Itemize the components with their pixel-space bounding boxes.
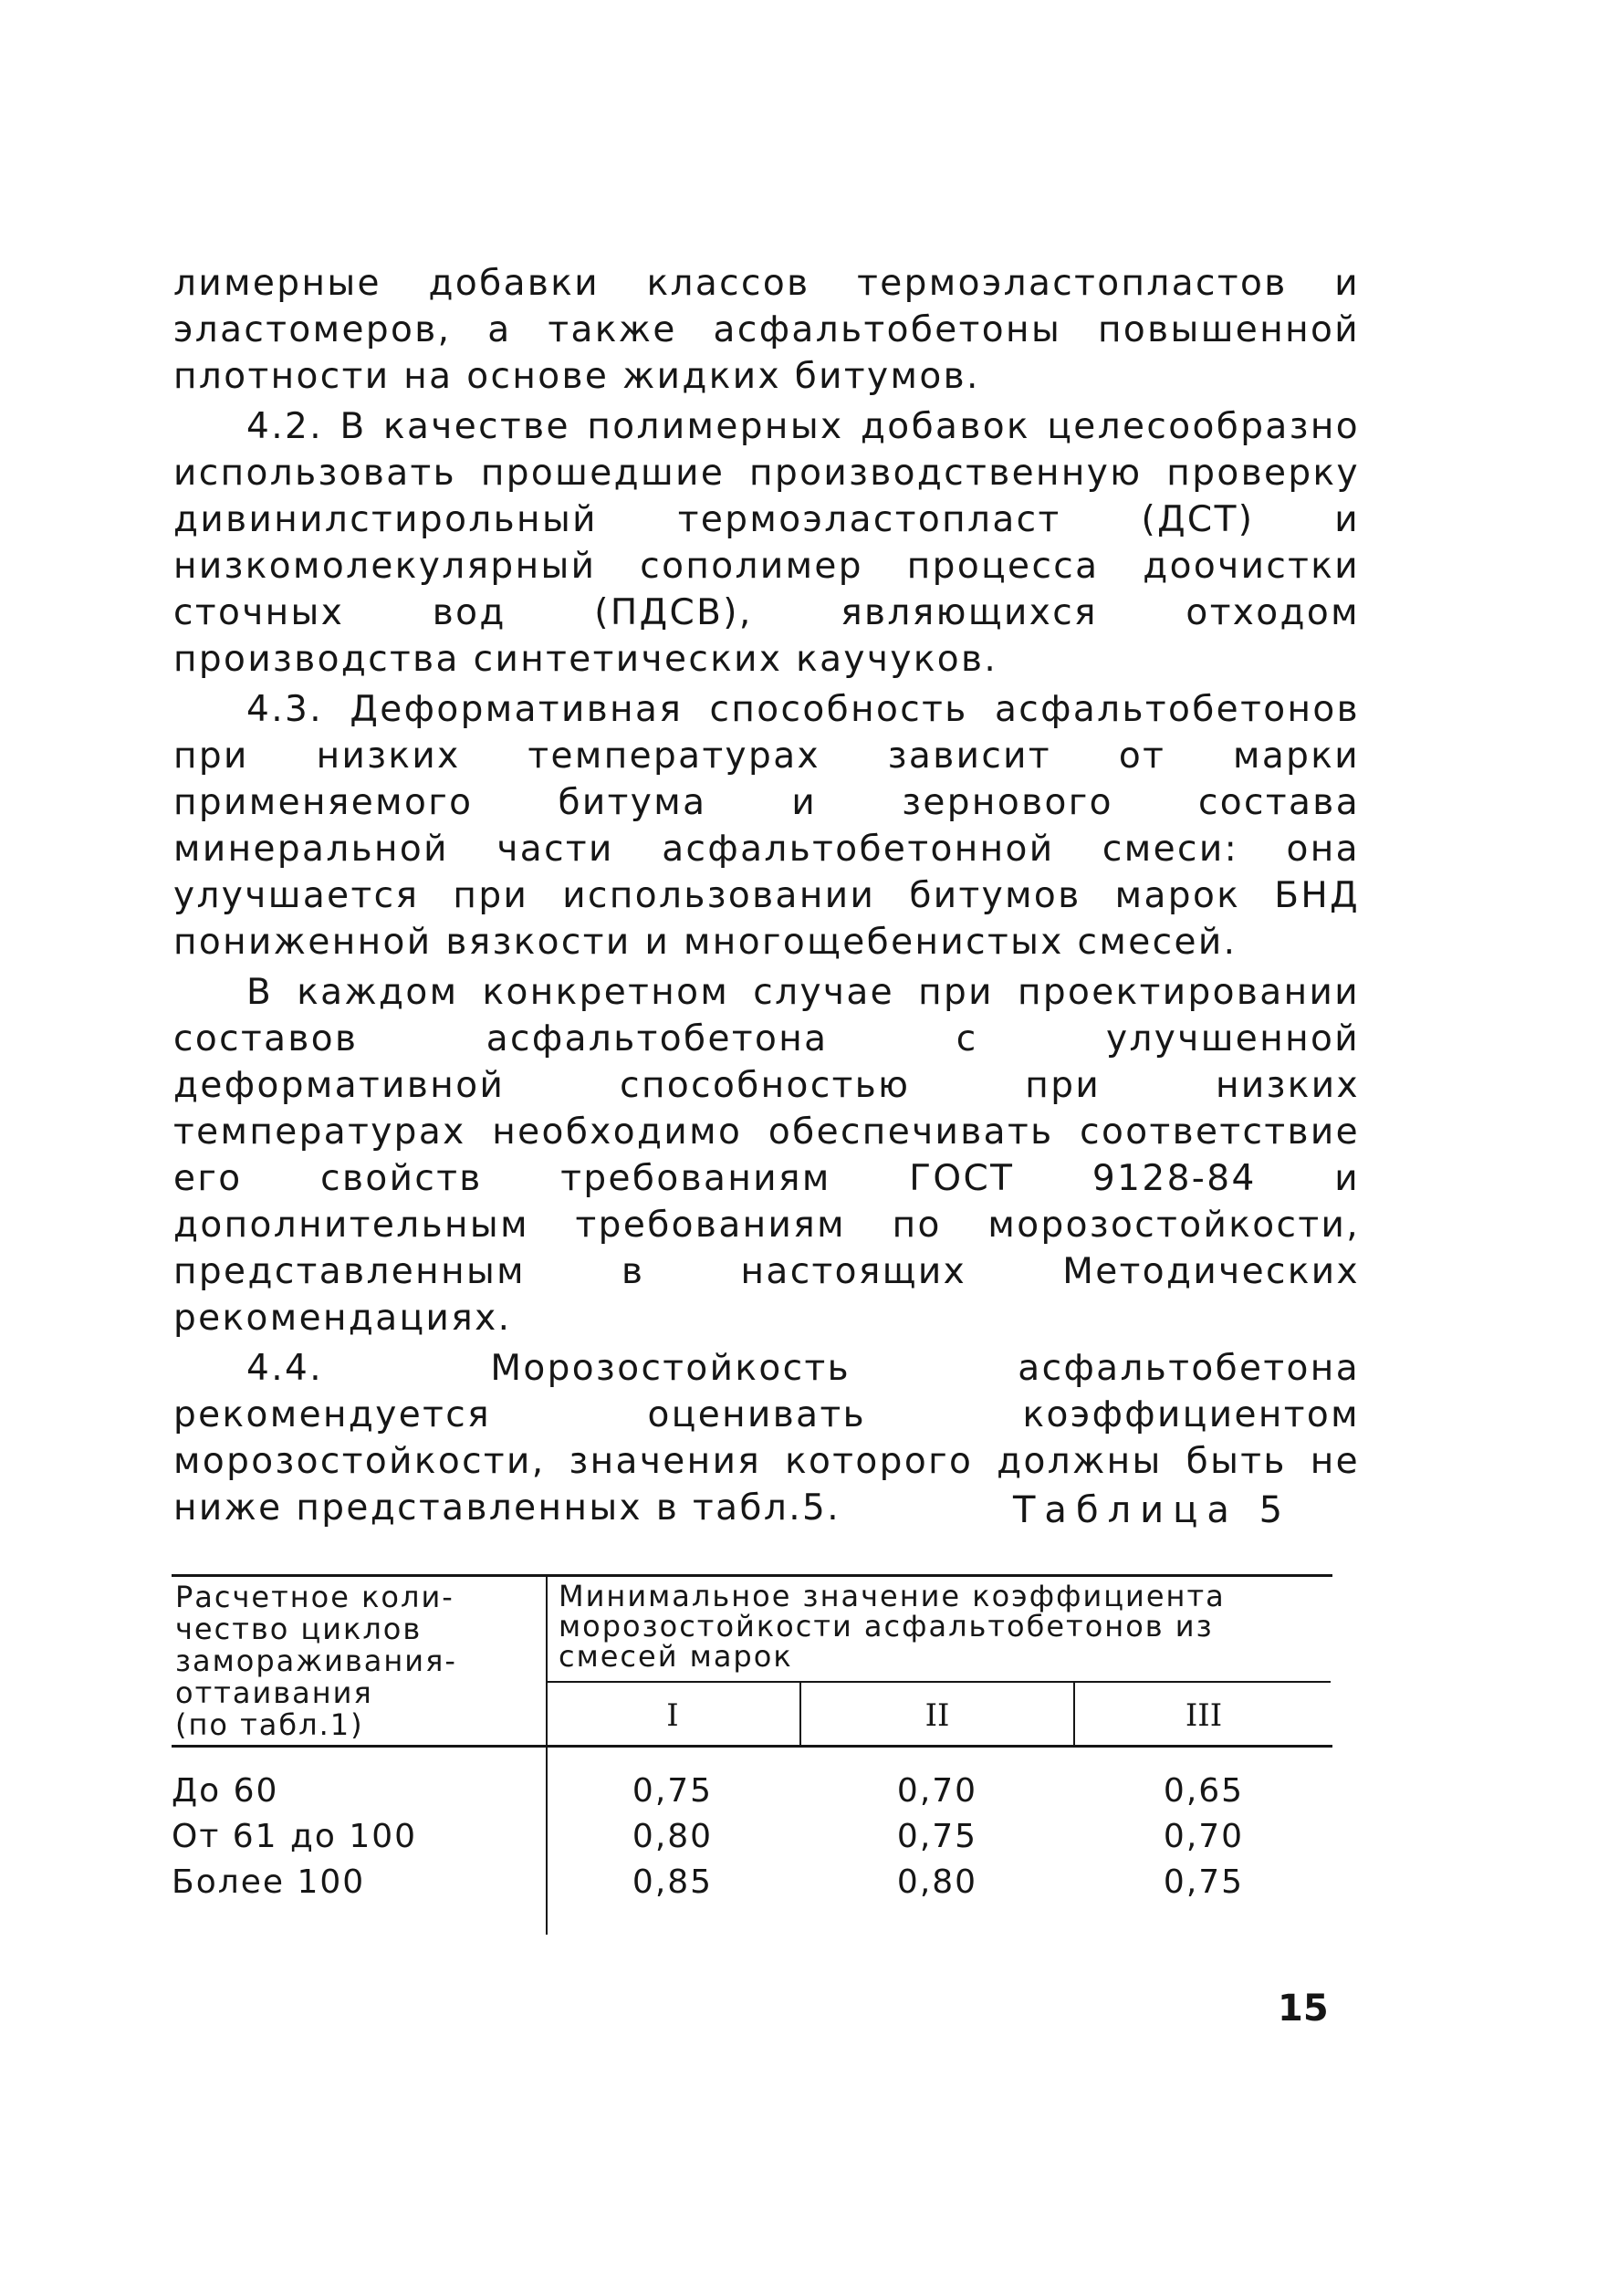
table-header-cycles-line: оттаивания: [175, 1675, 373, 1710]
row-label: От 61 до 100: [172, 1818, 418, 1855]
table-row: [172, 1814, 1332, 1860]
paragraph-4-4: 4.4. Морозостойкость асфальтобетона рекомендуется оценивать коэффициентом морозостойкости, значения которого должны быть не ниже представленных в табл.5.: [173, 1348, 1360, 1529]
table-header-cycles-line: (по табл.1): [175, 1707, 364, 1742]
table-row: [172, 1860, 1332, 1905]
table-cell: 0,80: [632, 1818, 714, 1855]
table-cell: 0,80: [896, 1863, 978, 1901]
table-header-cycles-line: замораживания-: [175, 1644, 457, 1678]
table-subheader-rule: [546, 1681, 1331, 1683]
table-caption: Таблица 5: [1013, 1489, 1292, 1531]
table-cell: 0,85: [632, 1863, 714, 1901]
table-cell: 0,75: [896, 1818, 978, 1855]
table-header-coefficient-line: морозостойкости асфальтобетонов из: [559, 1609, 1214, 1644]
table-header-rule: [172, 1745, 1332, 1748]
paragraph-4-3: 4.3. Деформативная способность асфальтобетонов при низких температурах зависит от марки применяемого битума и зернового состава минеральной части асфальтобетонной смеси: она улучшается при использовании битумов марок БНД пониженной вязкости и многощебенистых смесей.: [173, 689, 1360, 963]
table-header-cycles-line: чество циклов: [175, 1612, 423, 1646]
table-header-cycles-line: Расчетное коли-: [175, 1580, 454, 1614]
table-header-coefficient-line: смесей марок: [559, 1639, 793, 1674]
table-top-rule: [172, 1574, 1332, 1577]
table-cell: 0,70: [896, 1772, 978, 1810]
table-cell: 0,70: [1163, 1818, 1245, 1855]
grade-header-ii: II: [924, 1697, 950, 1734]
paragraph-4-2: 4.2. В качестве полимерных добавок целесообразно использовать прошедшие производственную проверку дивинилстирольный термоэластопласт (ДСТ) и низкомолекулярный сополимер процесса доочистки сточных вод (ПДСВ), являющихся отходом производства синтетических каучуков.: [173, 406, 1360, 680]
grade-header-iii: III: [1185, 1697, 1223, 1734]
table-cell: 0,75: [1163, 1863, 1245, 1901]
table-header-cycles: [175, 1581, 536, 1741]
paragraph-design-note: В каждом конкретном случае при проектировании составов асфальтобетона с улучшенной деформативной способностью при низких температурах необходимо обеспечивать соответствие его свойств требованиям ГОСТ 9128-84 и дополнительным требованиям по морозостойкости, представленным в настоящих Методических рекомендациях.: [173, 972, 1360, 1339]
table-header-coefficient: [559, 1581, 1334, 1672]
table-cell: 0,75: [632, 1772, 714, 1810]
table-cell: 0,65: [1163, 1772, 1245, 1810]
frost-resistance-table: [172, 1574, 1332, 1935]
row-label: До 60: [172, 1772, 279, 1810]
paragraph-continuation: лимерные добавки классов термоэластопластов и эластомеров, а также асфальтобетоны повышенной плотности на основе жидких битумов.: [173, 263, 1360, 397]
row-label: Более 100: [172, 1863, 366, 1901]
table-header-coefficient-line: Минимальное значение коэффициента: [559, 1579, 1226, 1613]
body-text: [173, 260, 1360, 1535]
grade-header-i: I: [666, 1697, 679, 1734]
table-row: [172, 1769, 1332, 1814]
page-number: 15: [1278, 1988, 1329, 2030]
